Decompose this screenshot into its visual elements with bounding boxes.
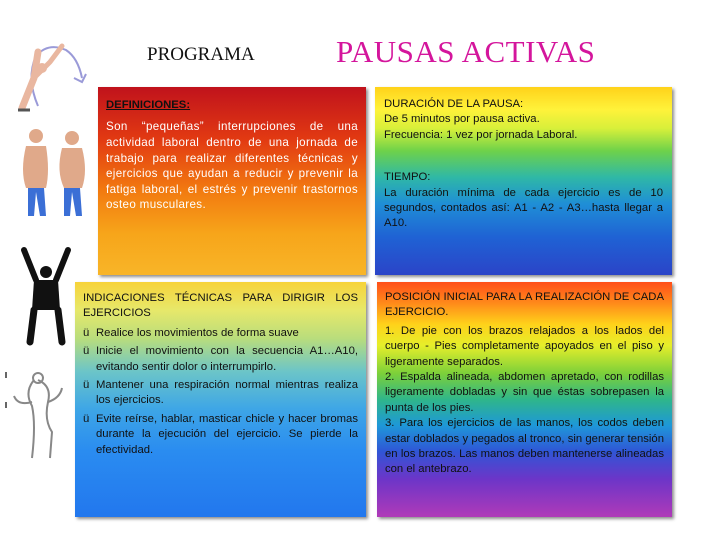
duracion-heading: DURACIÓN DE LA PAUSA: xyxy=(384,98,524,110)
indicacion-text: Evite reírse, hablar, masticar chicle y hacer bromas durante la ejecución del ejercicio. Se pierde la efectividad. xyxy=(96,412,358,456)
posicion-box xyxy=(377,282,672,517)
duracion-line-2: Frecuencia: 1 vez por jornada Laboral. xyxy=(384,128,578,141)
tiempo-body: La duración mínima de cada ejercicio es de 10 segundos, contados así: A1 - A2 - A3…hasta llegar a A10. xyxy=(384,186,663,230)
tiempo-heading: TIEMPO: xyxy=(384,171,431,184)
check-icon: ü xyxy=(83,412,90,425)
indicaciones-box xyxy=(75,282,366,517)
definiciones-heading: DEFINICIONES: xyxy=(106,99,191,111)
stretching-figure-icon xyxy=(8,38,98,118)
list-item xyxy=(83,412,358,458)
check-icon: ü xyxy=(83,379,90,392)
list-item xyxy=(83,326,358,341)
check-icon: ü xyxy=(83,326,90,339)
title-programa: PROGRAMA xyxy=(147,44,255,65)
duracion-line-1: De 5 minutos por pausa activa. xyxy=(384,113,540,126)
posicion-paragraph-1: 1. De pie con los brazos relajados a los lados del cuerpo - Pies completamente apoyados en el piso y ligeramente separados. xyxy=(385,324,664,368)
bending-figure-icon xyxy=(4,372,74,462)
indicacion-text: Mantener una respiración normal mientras realiza los ejercicios. xyxy=(96,379,358,407)
posicion-paragraph-2: 2. Espalda alineada, abdomen apretado, con rodillas ligeramente dobladas y sin que éstas sobrepasen la punta de los pies. xyxy=(385,371,664,414)
posicion-paragraph-3: 3. Para los ejercicios de las manos, los codos deben estar doblados y pegados al tronco, sin generar tensión en los brazos. Las manos deben mantenerse alineadas con el antebrazo. xyxy=(385,417,664,476)
definiciones-body: Son “pequeñas” interrupciones de una actividad laboral dentro de una jornada de trabajo para realizar diferentes técnicas y ejercicios que ayudan a reducir y prevenir la fatiga laboral, el estrés y prevenir trastornos osteo musculares. xyxy=(106,120,358,212)
body-posture-figure-icon xyxy=(14,126,94,236)
duracion-box xyxy=(375,87,672,275)
title-pausas-activas: PAUSAS ACTIVAS xyxy=(336,34,596,69)
indicacion-text: Inicie el movimiento con la secuencia A1…A10, evitando sentir dolor o interrumpirlo. xyxy=(96,345,358,373)
check-icon: ü xyxy=(83,345,90,358)
indicaciones-heading: INDICACIONES TÉCNICAS PARA DIRIGIR LOS EJERCICIOS xyxy=(83,292,358,320)
list-item xyxy=(83,378,358,409)
list-item xyxy=(83,344,358,375)
definiciones-box xyxy=(98,87,366,275)
indicacion-text: Realice los movimientos de forma suave xyxy=(96,326,299,339)
indicaciones-list xyxy=(83,326,358,458)
raised-arms-figure-icon xyxy=(16,246,76,346)
posicion-heading: POSICIÓN INICIAL PARA LA REALIZACIÓN DE CADA EJERCICIO. xyxy=(385,291,664,319)
